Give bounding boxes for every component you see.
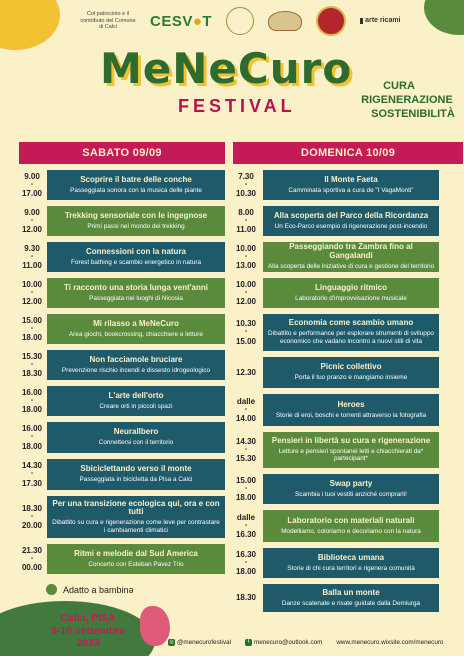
time-separator: - bbox=[30, 470, 34, 478]
event-start-time: 18.30 bbox=[235, 593, 257, 603]
instagram-handle: @menecurofestival bbox=[177, 639, 231, 646]
event-time bbox=[233, 314, 259, 351]
time-separator: - bbox=[244, 328, 248, 336]
event-title: Ritmi e melodie dal Sud America bbox=[74, 548, 198, 558]
time-separator: - bbox=[30, 216, 34, 224]
event-description: Porta il tuo pranzo e mangiamo insieme bbox=[294, 374, 408, 382]
sunday-header: DOMENICA 10/09 bbox=[233, 142, 463, 164]
time-separator: - bbox=[244, 288, 248, 296]
event-card bbox=[263, 394, 439, 426]
event-description: Passeggiata sonora con la musica delle piante bbox=[70, 186, 202, 194]
event-start-time: 10.30 bbox=[235, 319, 257, 329]
schedule-event bbox=[233, 206, 439, 236]
event-end-time: 18.00 bbox=[235, 567, 257, 577]
schedule-event bbox=[19, 170, 225, 200]
kid-friendly-dot-icon bbox=[46, 584, 57, 595]
event-end-time: 18.00 bbox=[21, 441, 43, 451]
partner-logo-circle bbox=[226, 7, 254, 35]
event-title: Heroes bbox=[337, 399, 365, 409]
event-title: Picnic collettivo bbox=[320, 362, 382, 372]
event-end-time: 15.30 bbox=[235, 454, 257, 464]
sunday-column bbox=[233, 142, 439, 612]
schedule-event bbox=[19, 278, 225, 308]
decor-blob-bottom-pink bbox=[140, 606, 170, 646]
event-start-time: 21.30 bbox=[21, 545, 43, 555]
cesvot-logo: CESV●T bbox=[150, 12, 213, 30]
arte-ricami-logo: arte ricami bbox=[360, 18, 400, 25]
event-end-time: 15.00 bbox=[235, 336, 257, 346]
legend bbox=[46, 584, 134, 595]
event-title: Balla un monte bbox=[322, 587, 380, 597]
schedule-event bbox=[233, 170, 439, 200]
event-title: Trekking sensoriale con le ingegnose bbox=[64, 210, 208, 220]
event-card bbox=[47, 278, 225, 308]
event-card bbox=[47, 544, 225, 574]
festival-title-block bbox=[100, 44, 353, 128]
event-title: Il Monte Faeta bbox=[324, 174, 378, 184]
sponsor-logos bbox=[80, 2, 444, 40]
event-card bbox=[47, 422, 225, 453]
time-separator: - bbox=[30, 288, 34, 296]
time-separator: - bbox=[244, 252, 248, 260]
event-description: Scambia i tuoi vestiti anziché comprarli! bbox=[295, 490, 407, 498]
event-dates: 9-10 settembre bbox=[50, 624, 126, 637]
email-icon: f bbox=[245, 639, 252, 646]
event-start-time: 16.30 bbox=[235, 549, 257, 559]
event-start-time: 7.30 bbox=[238, 171, 254, 181]
schedule-event bbox=[19, 422, 225, 453]
event-title: Swap party bbox=[329, 478, 373, 488]
event-title: Linguaggio ritmico bbox=[315, 282, 387, 292]
event-end-time: 18.00 bbox=[21, 405, 43, 415]
event-title: L'arte dell'orto bbox=[108, 390, 164, 400]
snail-logo bbox=[268, 11, 302, 31]
event-description: Forest bathing e scambio energetico in natura bbox=[70, 258, 202, 266]
event-end-time: 12.00 bbox=[235, 297, 257, 307]
event-time bbox=[19, 459, 45, 490]
time-separator: - bbox=[244, 521, 248, 529]
event-description: Laboratorio d'improvvisazione musicale bbox=[295, 294, 407, 302]
time-separator: - bbox=[30, 433, 34, 441]
schedule-event bbox=[233, 432, 439, 468]
schedule-event bbox=[19, 496, 225, 538]
saturday-column bbox=[19, 142, 225, 574]
time-separator: - bbox=[30, 554, 34, 562]
event-description: Passeggiata in bicicletta da Pisa a Calci bbox=[79, 476, 193, 484]
event-card bbox=[47, 459, 225, 490]
event-end-time: 11.00 bbox=[22, 261, 42, 271]
event-description: Primi passi nel mondo del trekking bbox=[87, 222, 185, 230]
time-separator: - bbox=[30, 512, 34, 520]
event-start-time: 10.00 bbox=[235, 279, 257, 289]
event-start-time: 16.00 bbox=[21, 424, 43, 434]
event-time bbox=[19, 350, 45, 380]
event-card bbox=[47, 242, 225, 272]
event-start-time: 14.30 bbox=[21, 461, 43, 471]
patronage-text: Col patrocinio e il contributo del Comune di Calci bbox=[80, 11, 136, 31]
saturday-header: SABATO 09/09 bbox=[19, 142, 225, 164]
event-card bbox=[47, 206, 225, 236]
event-time bbox=[19, 170, 45, 200]
event-end-time: 18.00 bbox=[235, 493, 257, 503]
email-link[interactable] bbox=[245, 639, 322, 646]
event-time bbox=[19, 278, 45, 308]
event-year: 2023 bbox=[76, 637, 100, 650]
event-description: Connettersi con il territorio bbox=[98, 439, 174, 447]
event-description: Modelliamo, coloriamo e decoriamo con la natura bbox=[281, 527, 421, 535]
schedule-event bbox=[19, 350, 225, 380]
event-end-time: 20.00 bbox=[21, 521, 43, 531]
event-location-dates bbox=[40, 612, 136, 650]
website-link[interactable]: www.menecuro.wixsite.com/menecuro bbox=[336, 638, 444, 646]
seal-logo bbox=[316, 6, 346, 36]
festival-tagline bbox=[350, 80, 460, 121]
event-time bbox=[233, 394, 259, 426]
festival-subtitle: FESTIVAL bbox=[178, 96, 296, 116]
event-title: Scoprire il batre delle conche bbox=[80, 174, 192, 184]
event-time bbox=[233, 357, 259, 388]
time-separator: - bbox=[244, 180, 248, 188]
event-card bbox=[263, 357, 439, 388]
tagline-word: CURA bbox=[383, 80, 415, 92]
event-time bbox=[233, 510, 259, 542]
event-start-time: 8.00 bbox=[238, 207, 254, 217]
schedule-event bbox=[233, 314, 439, 351]
event-card bbox=[47, 170, 225, 200]
event-start-time: 18.30 bbox=[21, 503, 43, 513]
event-start-time: 9.00 bbox=[24, 171, 40, 181]
schedule-event bbox=[19, 386, 225, 416]
schedule-event bbox=[233, 242, 439, 272]
event-time bbox=[19, 206, 45, 236]
event-time bbox=[233, 474, 259, 504]
event-end-time: 11.00 bbox=[236, 225, 256, 235]
event-card bbox=[47, 314, 225, 344]
email-address: menecuro@outlook.com bbox=[254, 639, 323, 646]
event-end-time: 18.00 bbox=[21, 333, 43, 343]
event-description: Camminata sportiva a cura de "I VagaMonti" bbox=[288, 186, 414, 194]
event-card bbox=[47, 350, 225, 380]
time-separator: - bbox=[30, 396, 34, 404]
event-time bbox=[233, 584, 259, 612]
event-time bbox=[19, 496, 45, 538]
schedule-event bbox=[19, 314, 225, 344]
event-card bbox=[263, 278, 439, 308]
event-time bbox=[19, 544, 45, 574]
event-end-time: 14.00 bbox=[235, 414, 257, 424]
event-card bbox=[47, 496, 225, 538]
schedule-event bbox=[233, 584, 439, 612]
event-description: Creare orti in piccoli spazi bbox=[99, 402, 173, 410]
time-separator: - bbox=[244, 484, 248, 492]
event-start-time: dalle bbox=[236, 396, 256, 406]
event-place: Calci, PISA bbox=[60, 612, 116, 625]
event-title: Per una transizione ecologica qui, ora e con tutti bbox=[52, 498, 220, 517]
schedule-event bbox=[19, 544, 225, 574]
time-separator: - bbox=[30, 180, 34, 188]
legend-label: Adatto a bambinə bbox=[63, 584, 134, 595]
event-end-time: 10.30 bbox=[235, 189, 257, 199]
time-separator: - bbox=[30, 324, 34, 332]
event-end-time: 16.30 bbox=[235, 530, 257, 540]
event-card bbox=[47, 386, 225, 416]
schedule-event bbox=[19, 206, 225, 236]
event-end-time: 00.00 bbox=[21, 563, 43, 573]
event-description: Passeggiata nei luoghi di Nicosia bbox=[89, 294, 183, 302]
time-separator: - bbox=[30, 252, 34, 260]
time-separator: - bbox=[244, 405, 248, 413]
instagram-icon: ◎ bbox=[169, 638, 174, 645]
tagline-word: SOSTENIBILITÀ bbox=[371, 107, 455, 120]
event-card bbox=[263, 242, 439, 272]
event-start-time: 9.00 bbox=[24, 207, 40, 217]
decor-blob-top-left bbox=[0, 0, 60, 50]
time-separator: - bbox=[30, 360, 34, 368]
event-start-time: dalle bbox=[236, 512, 256, 522]
event-card bbox=[263, 314, 439, 351]
event-title: Sbiciclettando verso il monte bbox=[80, 464, 192, 474]
festival-title: MeNeCuro bbox=[100, 44, 353, 93]
event-start-time: 16.00 bbox=[21, 387, 43, 397]
event-time bbox=[233, 432, 259, 468]
event-start-time: 9.30 bbox=[24, 243, 40, 253]
event-card bbox=[263, 432, 439, 468]
event-time bbox=[19, 314, 45, 344]
event-time bbox=[233, 278, 259, 308]
event-time bbox=[233, 170, 259, 200]
event-time bbox=[233, 242, 259, 272]
event-title: Economia come scambio umano bbox=[288, 318, 414, 328]
schedule-event bbox=[19, 459, 225, 490]
schedule-event bbox=[233, 357, 439, 388]
event-description: Danze scatenate e risate guidate dalla Demiurga bbox=[281, 599, 421, 607]
event-end-time: 17.30 bbox=[21, 478, 43, 488]
event-title: Alla scoperta del Parco della Ricordanza bbox=[273, 210, 429, 220]
event-end-time: 13.00 bbox=[235, 261, 257, 271]
event-card bbox=[263, 510, 439, 542]
event-start-time: 10.00 bbox=[235, 243, 257, 253]
event-description: Storie di eroi, boschi e torrenti attraverso la fotografia bbox=[275, 411, 427, 419]
event-card bbox=[263, 206, 439, 236]
event-description: Alla scoperta delle iniziative di cura e gestione del territorio bbox=[267, 262, 435, 270]
event-start-time: 15.00 bbox=[235, 475, 257, 485]
schedule-event bbox=[233, 474, 439, 504]
event-description: Letture e pensieri spontanei letti e chiacchierati da* partecipant* bbox=[278, 447, 424, 463]
event-card bbox=[263, 474, 439, 504]
event-description: Un Eco-Parco esempio di rigenerazione post-incendio bbox=[274, 222, 428, 230]
event-time bbox=[19, 386, 45, 416]
schedule-event bbox=[233, 548, 439, 578]
schedule-event bbox=[19, 242, 225, 272]
event-time bbox=[233, 206, 259, 236]
event-title: Ti racconto una storia lunga vent'anni bbox=[64, 282, 208, 292]
event-description: Dibattito e performance per esplorare strumenti di sviluppo economico che vadano incontro a nuovi stili di vita bbox=[268, 330, 434, 345]
event-description: Storie di chi cura territori e rigenera comunità bbox=[287, 564, 415, 572]
event-title: Passeggiando tra Zambra fino al Gangalandi bbox=[289, 242, 413, 261]
event-card bbox=[263, 584, 439, 612]
event-time bbox=[233, 548, 259, 578]
event-title: Pensieri in libertà su cura e rigenerazione bbox=[271, 435, 431, 445]
event-title: Laboratorio con materiali naturali bbox=[287, 515, 415, 525]
event-time bbox=[19, 242, 45, 272]
event-card bbox=[263, 548, 439, 578]
event-end-time: 18.30 bbox=[21, 369, 43, 379]
schedule-event bbox=[233, 510, 439, 542]
contact-bar bbox=[168, 639, 443, 646]
event-title: Connessioni con la natura bbox=[85, 246, 186, 256]
time-separator: - bbox=[244, 558, 248, 566]
event-description: Dibattito su cura e rigenerazione come leve per contrastare i cambiamenti climatici bbox=[52, 519, 220, 534]
event-title: Non facciamole bruciare bbox=[89, 354, 183, 364]
event-start-time: 10.00 bbox=[21, 279, 43, 289]
event-end-time: 17.00 bbox=[21, 189, 43, 199]
event-start-time: 14.30 bbox=[235, 436, 257, 446]
event-end-time: 12.00 bbox=[21, 225, 43, 235]
time-separator: - bbox=[244, 445, 248, 453]
event-description: Concerto con Esteban Pavez Trio bbox=[88, 560, 184, 568]
event-title: Biblioteca umana bbox=[317, 552, 385, 562]
event-end-time: 12.00 bbox=[21, 297, 43, 307]
event-start-time: 15.30 bbox=[21, 351, 43, 361]
event-time bbox=[19, 422, 45, 453]
tagline-word: RIGENERAZIONE bbox=[361, 93, 453, 106]
time-separator: - bbox=[244, 216, 248, 224]
event-start-time: 12.30 bbox=[235, 367, 257, 377]
event-start-time: 15.00 bbox=[21, 315, 43, 325]
event-description: Prevenzione rischio incendi e dissesto idrogeologico bbox=[61, 366, 211, 374]
instagram-link[interactable] bbox=[168, 639, 231, 646]
schedule-event bbox=[233, 394, 439, 426]
event-title: Neurallbero bbox=[113, 427, 159, 437]
event-card bbox=[263, 170, 439, 200]
event-description: Area giochi, bookcrossing, chiacchiere e letture bbox=[69, 330, 203, 338]
schedule-event bbox=[233, 278, 439, 308]
event-title: Mi rilasso a MeNeCuro bbox=[93, 318, 179, 328]
